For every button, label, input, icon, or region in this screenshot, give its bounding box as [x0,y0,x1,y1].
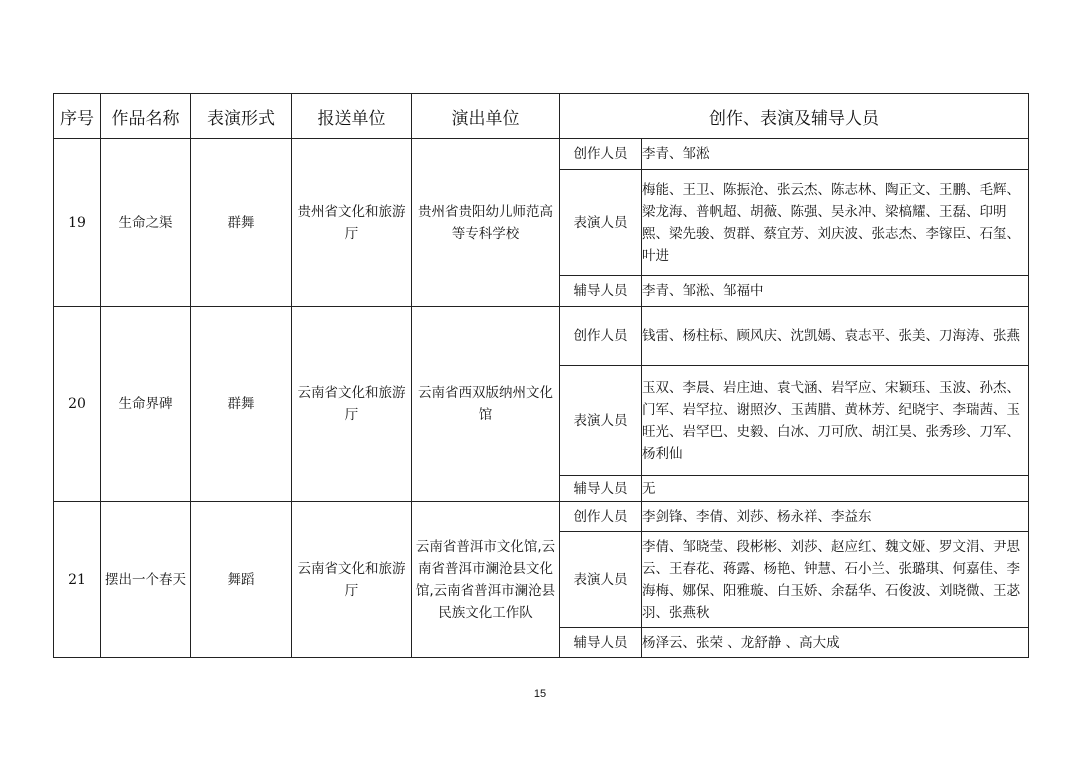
table-row [54,307,1029,366]
header-no: 序号 [54,94,101,139]
header-performer: 演出单位 [412,94,560,139]
role-label: 创作人员 [560,502,642,532]
role-names: 李剑锋、李倩、刘莎、杨永祥、李益东 [642,502,1029,532]
header-form: 表演形式 [191,94,292,139]
role-names: 李倩、邹晓莹、段彬彬、刘莎、赵应红、魏文娅、罗文涓、尹思云、王春花、蒋露、杨艳、钟慧、石小兰、张璐琪、何嘉佳、李海梅、娜保、阳雅璇、白玉娇、余磊华、石俊波、刘晓微、王苾羽、张燕秋 [642,532,1029,628]
entry-performer: 云南省普洱市文化馆,云南省普洱市澜沧县文化馆,云南省普洱市澜沧县民族文化工作队 [412,502,560,658]
role-label: 创作人员 [560,139,642,170]
entry-form: 舞蹈 [191,502,292,658]
role-label: 表演人员 [560,170,642,276]
role-names: 李青、邹淞 [642,139,1029,170]
entry-form: 群舞 [191,139,292,307]
role-names: 李青、邹淞、邹福中 [642,276,1029,307]
role-names: 玉双、李晨、岩庄迪、袁弋涵、岩罕应、宋颖珏、玉波、孙杰、门军、岩罕拉、谢照汐、玉茜腊、黄林芳、纪晓宇、李瑞茜、玉旺光、岩罕巴、史毅、白冰、刀可欣、胡江昊、张秀珍、刀军、杨利仙 [642,366,1029,476]
entry-form: 群舞 [191,307,292,502]
entry-submitter: 贵州省文化和旅游厅 [292,139,412,307]
entry-submitter: 云南省文化和旅游厅 [292,502,412,658]
role-label: 辅导人员 [560,276,642,307]
entry-number: 20 [54,307,101,502]
header-title: 作品名称 [101,94,191,139]
entry-number: 19 [54,139,101,307]
awards-table [53,93,1029,658]
table-row [54,139,1029,170]
header-submitter: 报送单位 [292,94,412,139]
entry-title: 生命界碑 [101,307,191,502]
role-label: 创作人员 [560,307,642,366]
role-label: 辅导人员 [560,628,642,658]
role-names: 杨泽云、张荣 、龙舒静 、高大成 [642,628,1029,658]
header-staff: 创作、表演及辅导人员 [560,94,1029,139]
role-names: 梅能、王卫、陈振沧、张云杰、陈志林、陶正文、王鹏、毛辉、梁龙海、普帆超、胡薇、陈强、吴永冲、梁槁耀、王磊、印明熙、梁先骏、贺群、蔡宜芳、刘庆波、张志杰、李镓臣、石玺、叶进 [642,170,1029,276]
table-row [54,502,1029,532]
entry-submitter: 云南省文化和旅游厅 [292,307,412,502]
entry-title: 生命之渠 [101,139,191,307]
role-names: 钱雷、杨柱标、顾风庆、沈凯嫣、袁志平、张美、刀海涛、张燕 [642,307,1029,366]
page-number: 15 [533,688,547,700]
role-label: 表演人员 [560,366,642,476]
entry-number: 21 [54,502,101,658]
entry-performer: 云南省西双版纳州文化馆 [412,307,560,502]
role-label: 辅导人员 [560,476,642,502]
entry-performer: 贵州省贵阳幼儿师范高等专科学校 [412,139,560,307]
entry-title: 摆出一个春天 [101,502,191,658]
role-label: 表演人员 [560,532,642,628]
header-row [54,94,1029,139]
role-names: 无 [642,476,1029,502]
